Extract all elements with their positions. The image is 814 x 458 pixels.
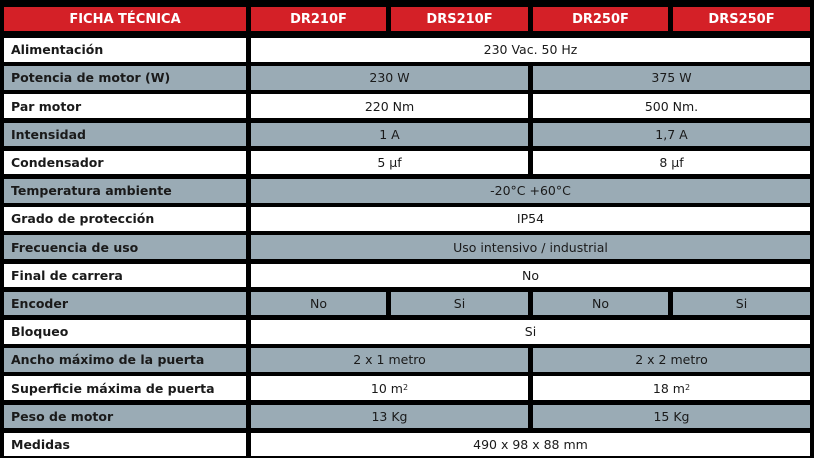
row-value xyxy=(251,123,528,147)
value-text: 230 W xyxy=(369,70,410,86)
value-text: No xyxy=(522,267,539,283)
value-text: IP54 xyxy=(516,211,545,227)
row-value xyxy=(251,348,528,372)
row-label: Grado de protección xyxy=(4,207,246,231)
row-value xyxy=(533,405,810,429)
row-label: Superficie máxima de puerta xyxy=(4,376,246,400)
row-value xyxy=(251,292,386,316)
row-value xyxy=(251,235,810,259)
row-value xyxy=(251,179,810,203)
row-label: Par motor xyxy=(4,94,246,118)
row-value xyxy=(533,66,810,90)
header-model-dr210f: DR210F xyxy=(251,7,386,31)
value-text: 10 m xyxy=(370,380,403,396)
value-text: Si xyxy=(735,296,748,312)
row-label: Final de carrera xyxy=(4,264,246,288)
header-model-drs250f: DRS250F xyxy=(673,7,810,31)
value-text: Uso intensivo / industrial xyxy=(453,239,608,255)
row-label: Alimentación xyxy=(4,38,246,62)
row-value xyxy=(391,292,528,316)
row-value xyxy=(251,405,528,429)
value-text: Si xyxy=(453,296,466,312)
value-text: 18 m xyxy=(652,380,685,396)
value-text: 2 x 2 metro xyxy=(635,352,708,368)
row-label: Temperatura ambiente xyxy=(4,179,246,203)
row-value xyxy=(673,292,810,316)
row-label: Intensidad xyxy=(4,123,246,147)
row-value xyxy=(251,94,528,118)
header-title: FICHA TÉCNICA xyxy=(4,7,246,31)
value-text: No xyxy=(592,296,609,312)
value-text: 500 Nm. xyxy=(644,98,699,114)
value-text: 1,7 A xyxy=(655,126,688,142)
value-text: No xyxy=(310,296,327,312)
row-value xyxy=(251,264,810,288)
row-label: Potencia de motor (W) xyxy=(4,66,246,90)
row-value xyxy=(251,38,810,62)
value-text: 1 A xyxy=(379,126,400,142)
header-model-drs210f: DRS210F xyxy=(391,7,528,31)
row-value xyxy=(251,433,810,457)
row-value xyxy=(533,151,810,175)
value-text: 490 x 98 x 88 mm xyxy=(473,437,588,453)
row-value xyxy=(533,94,810,118)
row-label: Encoder xyxy=(4,292,246,316)
row-value: 10 m 2 xyxy=(251,376,528,400)
row-label: Ancho máximo de la puerta xyxy=(4,348,246,372)
header-model-dr250f: DR250F xyxy=(533,7,668,31)
value-text: 5 μf xyxy=(377,155,402,171)
row-value xyxy=(533,348,810,372)
row-value: 18 m 2 xyxy=(533,376,810,400)
row-value xyxy=(251,66,528,90)
row-label: Frecuencia de uso xyxy=(4,235,246,259)
row-label: Bloqueo xyxy=(4,320,246,344)
row-value xyxy=(533,292,668,316)
value-text: 8 μf xyxy=(659,155,684,171)
row-value xyxy=(533,123,810,147)
value-text: 2 x 1 metro xyxy=(353,352,426,368)
row-label: Medidas xyxy=(4,433,246,457)
value-text: 13 Kg xyxy=(371,408,408,424)
row-value xyxy=(251,320,810,344)
row-label: Condensador xyxy=(4,151,246,175)
value-text: 220 Nm xyxy=(364,98,415,114)
value-text: Si xyxy=(524,324,537,340)
value-text: 230 Vac. 50 Hz xyxy=(483,42,578,58)
value-text: 375 W xyxy=(651,70,692,86)
row-label: Peso de motor xyxy=(4,405,246,429)
value-text: 15 Kg xyxy=(653,408,690,424)
value-text: -20°C +60°C xyxy=(490,183,571,199)
row-value xyxy=(251,151,528,175)
row-value xyxy=(251,207,810,231)
